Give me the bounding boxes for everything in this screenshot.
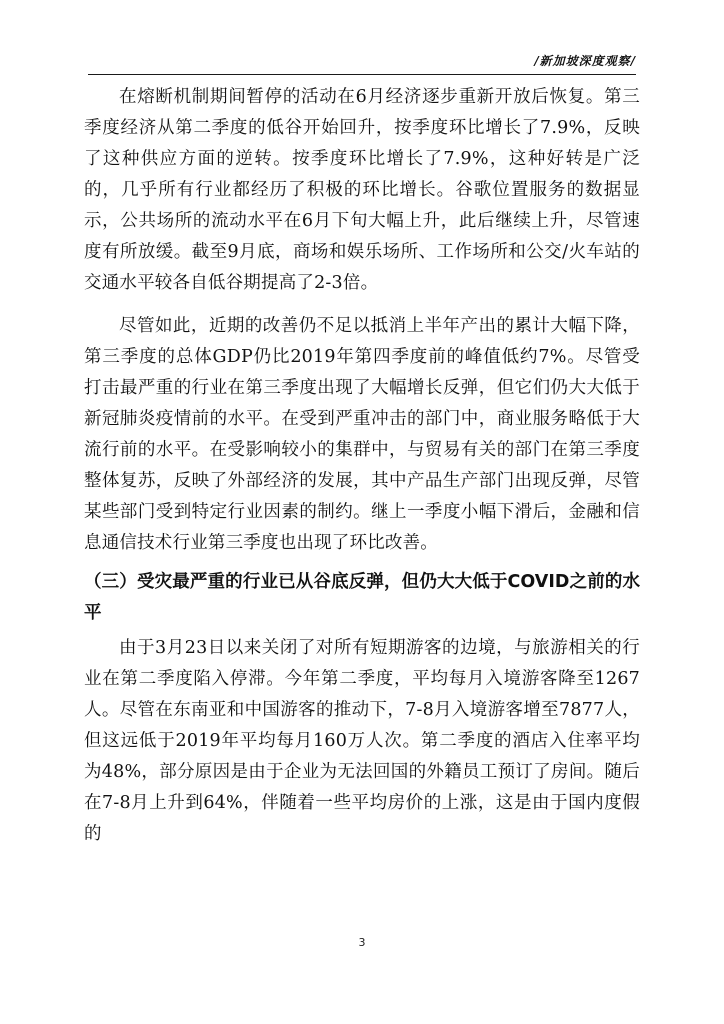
paragraph-2: 尽管如此，近期的改善仍不足以抵消上半年产出的累计大幅下降，第三季度的总体GDP仍比2019年第四季度前的峰值低约7%。尽管受打击最严重的行业在第三季度出现了大幅增长反弹，但它们仍大大低于新冠肺炎疫情前的水平。在受到严重冲击的部门中，商业服务略低于大流行前的水平。在受影响较小的集群中，与贸易有关的部门在第三季度整体复苏，反映了外部经济的发展，其中产品生产部门出现反弹，尽管某些部门受到特定行业因素的制约。继上一季度小幅下滑后，金融和信息通信技术行业第三季度也出现了环比改善。 [84,316,640,553]
paragraph-3: 由于3月23日以来关闭了对所有短期游客的边境，与旅游相关的行业在第二季度陷入停滞。今年第二季度，平均每月入境游客降至1267人。尽管在东南亚和中国游客的推动下，7-8月入境游客增至7877人，但这远低于2019年平均每月160万人次。第二季度的酒店入住率平均为48%，部分原因是由于企业为无法回国的外籍员工预订了房间。随后在7-8月上升到64%，伴随着一些平均房价的上涨，这是由于国内度假的 [84,638,640,844]
page-number: 3 [358,936,366,949]
paragraph-1: 在熔断机制期间暂停的活动在6月经济逐步重新开放后恢复。第三季度经济从第二季度的低谷开始回升，按季度环比增长了7.9%，反映了这种供应方面的逆转。按季度环比增长了7.9%，这种好转是广泛的，几乎所有行业都经历了积极的环比增长。谷歌位置服务的数据显示，公共场所的流动水平在6月下旬大幅上升，此后继续上升，尽管速度有所放缓。截至9月底，商场和娱乐场所、工作场所和公交/火车站的交通水平较各自低谷期提高了2-3倍。 [84,87,640,293]
section-heading: （三）受灾最严重的行业已从谷底反弹，但仍大大低于COVID之前的水平 [84,572,640,623]
document-body [84,82,640,850]
header-title: /新加坡深度观察/ [534,54,636,68]
page-header [88,48,636,75]
